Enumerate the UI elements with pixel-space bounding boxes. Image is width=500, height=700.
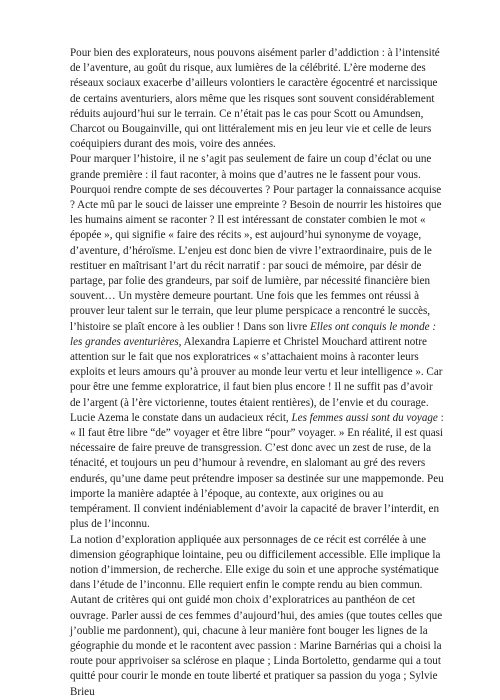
- paragraph-text: Pour marquer l’histoire, il ne s’agit pas seulement de faire un coup d’éclat ou une grande première : il faut raconter, à moins que d’autres ne le fassent pour vous. Pourquoi rendre compte de ses découvertes ? Pour partager la connaissance acquise ? Acte mû par le souci de laisser une empreinte ? Besoin de nourrir les histoires que les humains aiment se raconter ? Il est intéressant de constater combien le mot « épopée », qui signifie « faire des récits », est aujourd’hui synonyme de voyage, d’aventure, d’héroïsme. L’enjeu est donc bien de vivre l’extraordinaire, puis de le restituer en maîtrisant l’art du récit narratif : par souci de mémoire, par désir de partage, par folie des grandeurs, par soif de lumière, par nécessité financière bien souvent… Un mystère demeure pourtant. Une fois que les femmes ont réussi à prouver leur talent sur le terrain, que leur plume perspicace a rencontré le succès, l’histoire se plaît encore à les oublier ! Dans son livre: [70, 153, 442, 333]
- body-text: [70, 46, 444, 700]
- paragraph-text: Pour bien des explorateurs, nous pouvons aisément parler d’addiction : à l’intensité de l’aventure, au goût du risque, aux lumières de la célébrité. L’ère moderne des réseaux sociaux exacerbe d’ailleurs volontiers le caractère égocentré et narcissique de certains aventuriers, alors même que les risques sont souvent considérablement réduits aujourd’hui sur le terrain. Ce n’était pas le cas pour Scott ou Amundsen, Charcot ou Bougainville, qui ont littéralement mis en jeu leur vie et celle de leurs coéquipiers durant des mois, voire des années.: [70, 47, 440, 151]
- paragraph-text: : « Il faut être libre “de” voyager et être libre “pour” voyager. » En réalité, il est quasi nécessaire de faire preuve de transgression. C’est donc avec un zest de ruse, de la ténacité, et toujours un peu d’humour à revendre, en slalomant au gré des revers endurés, qu’une dame peut prétendre imposer sa destinée sur une mappemonde. Peu importe la manière adaptée à l’époque, au contexte, aux origines ou au tempérament. Il convient indéniablement d’avoir la capacité de braver l’interdit, en plus de l’inconnu.: [70, 411, 444, 531]
- paragraph-notion-exploration: [70, 533, 444, 700]
- book-title-elles-ont-conquis: Elles ont conquis le monde : les grandes aventurières,: [70, 320, 437, 348]
- paragraph-text: La notion d’exploration appliquée aux personnages de ce récit est corrélée à une dimension géographique lointaine, peu ou difficilement accessible. Elle implique la notion d’immersion, de recherche. Elle exige du soin et une approche systématique dans l’étude de l’inconnu. Elle requiert enfin le compte rendu au bien commun. Autant de critères qui ont guidé mon choix d’exploratrices au panthéon de cet ouvrage. Parler aussi de ces femmes d’aujourd’hui, des amies (que toutes celles que j’oublie me pardonnent), qui, chacune à leur manière font bouger les lignes de la géographie du monde et le racontent avec passion : Marine Barnérias qui a choisi la route pour apprivoiser sa sclérose en plaque ; Linda Bortoletto, gendarme qui a tout quitté pour courir le monde en toute liberté et pratiquer sa passion du yoga ; Sylvie Brieu: [70, 533, 443, 698]
- paragraph-text: Alexandra Lapierre et Christel Mouchard attirent notre attention sur le fait que nos exploratrices « s’attachaient moins à raconter leurs exploits et leurs amours qu’à prouver au monde leur vertu et leur intelligence ». Car pour être une femme exploratrice, il faut bien plus encore ! Il ne suffit pas d’avoir de l’argent (à l’ère victorienne, toutes étaient rentières), de l’envie et du courage. Lucie Azema le constate dans un audacieux récit,: [70, 335, 443, 424]
- book-title-femmes-aussi: Les femmes aussi sont du voyage: [291, 411, 438, 424]
- paragraph-addiction: [70, 46, 444, 152]
- paragraph-marquer-histoire: [70, 152, 444, 532]
